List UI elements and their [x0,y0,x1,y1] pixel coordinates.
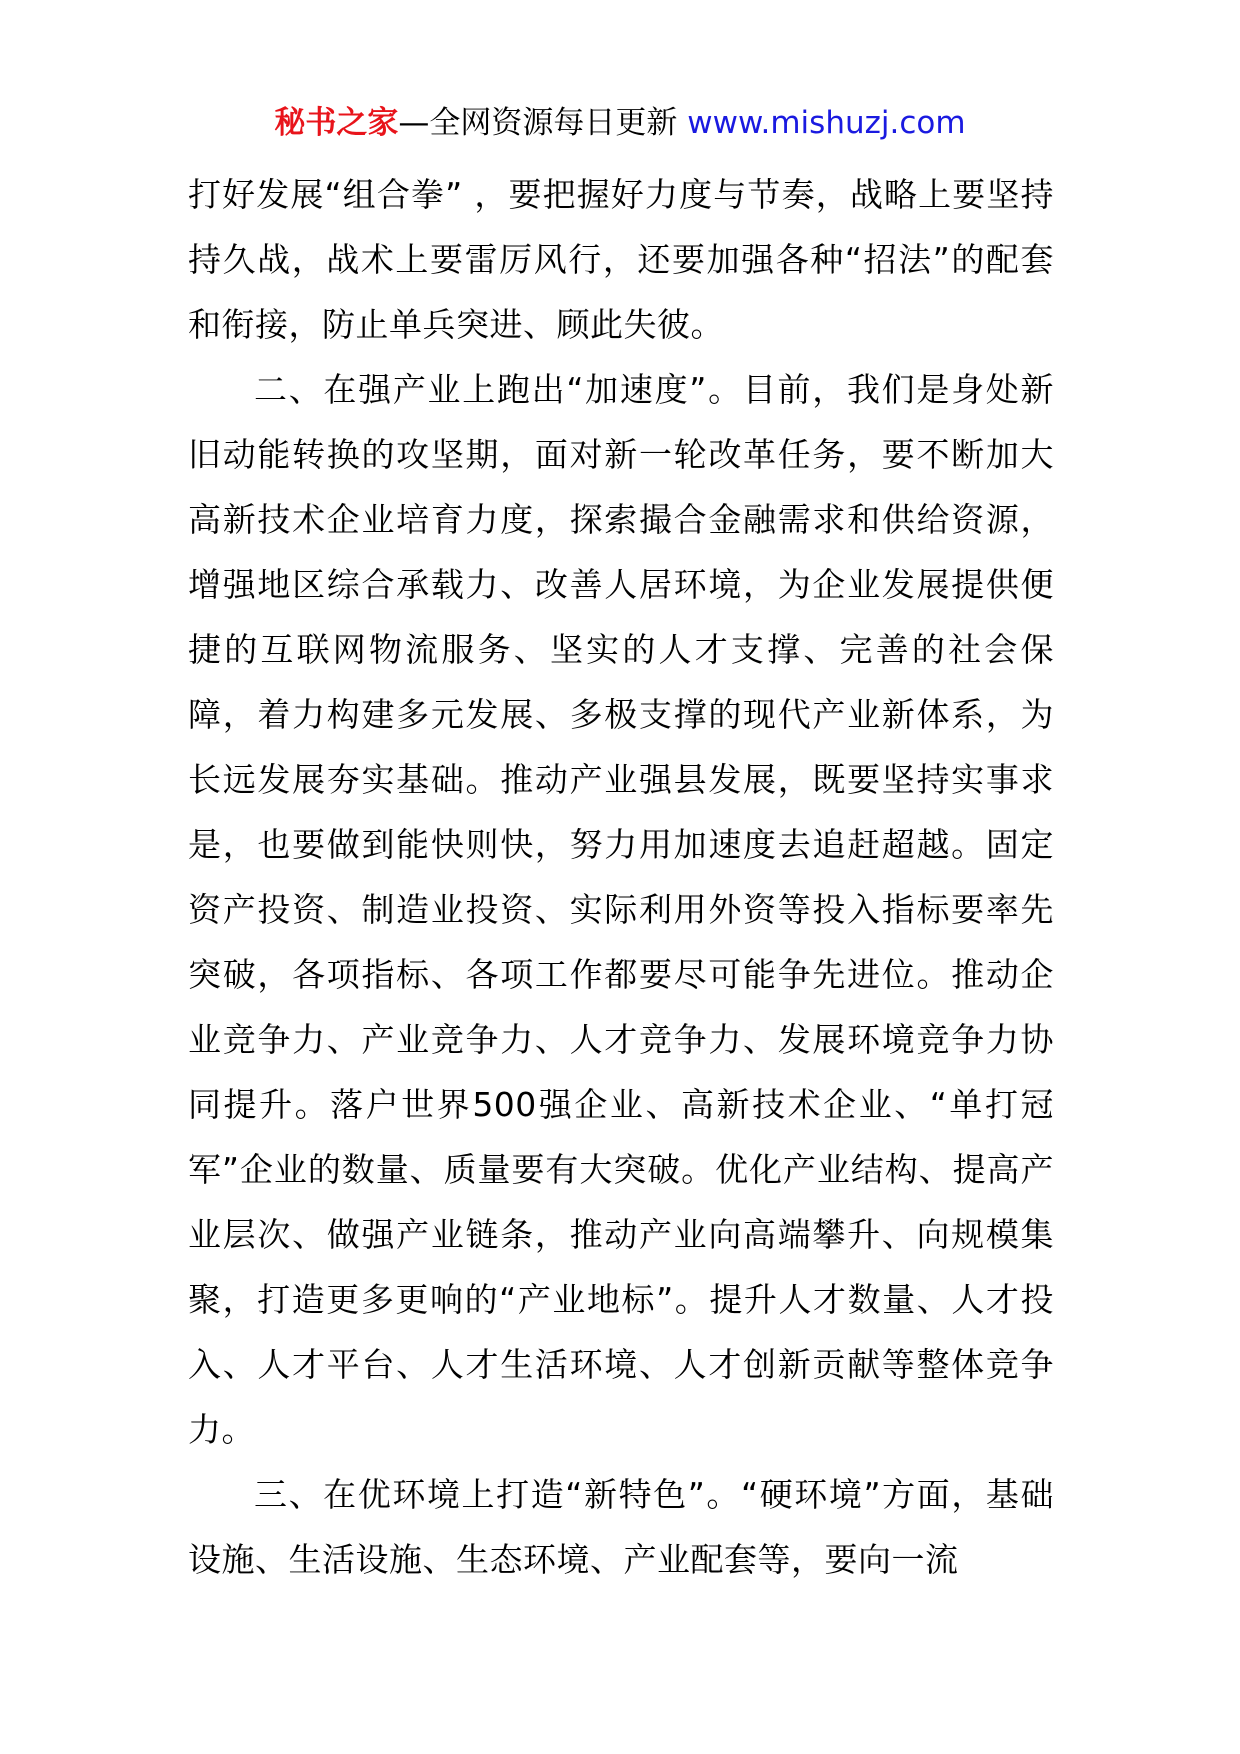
site-url-link[interactable]: www.mishuzj.com [687,105,966,141]
site-brand: 秘书之家 [274,105,399,141]
site-tagline: —全网资源每日更新 [398,105,678,141]
document-body [188,162,1054,1592]
paragraph-section-two: 二、在强产业上跑出“加速度”。目前，我们是身处新旧动能转换的攻坚期，面对新一轮改革任务，要不断加大高新技术企业培育力度，探索撮合金融需求和供给资源，增强地区综合承载力、改善人居环境，为企业发展提供便捷的互联网物流服务、坚实的人才支撑、完善的社会保障，着力构建多元发展、多极支撑的现代产业新体系，为长远发展夯实基础。推动产业强县发展，既要坚持实事求是，也要做到能快则快，努力用加速度去追赶超越。固定资产投资、制造业投资、实际利用外资等投入指标要率先突破，各项指标、各项工作都要尽可能争先进位。推动企业竞争力、产业竞争力、人才竞争力、发展环境竞争力协同提升。落户世界500强企业、高新技术企业、“单打冠军”企业的数量、质量要有大突破。优化产业结构、提高产业层次、做强产业链条，推动产业向高端攀升、向规模集聚，打造更多更响的“产业地标”。提升人才数量、人才投入、人才平台、人才生活环境、人才创新贡献等整体竞争力。 [188,370,1054,1449]
page-header [0,100,1240,146]
paragraph-section-three: 三、在优环境上打造“新特色”。“硬环境”方面，基础设施、生活设施、生态环境、产业配套等，要向一流 [188,1475,1054,1579]
paragraph-continuation: 打好发展“组合拳” ，要把握好力度与节奏，战略上要坚持持久战，战术上要雷厉风行，还要加强各种“招法”的配套和衔接，防止单兵突进、顾此失彼。 [188,175,1054,344]
